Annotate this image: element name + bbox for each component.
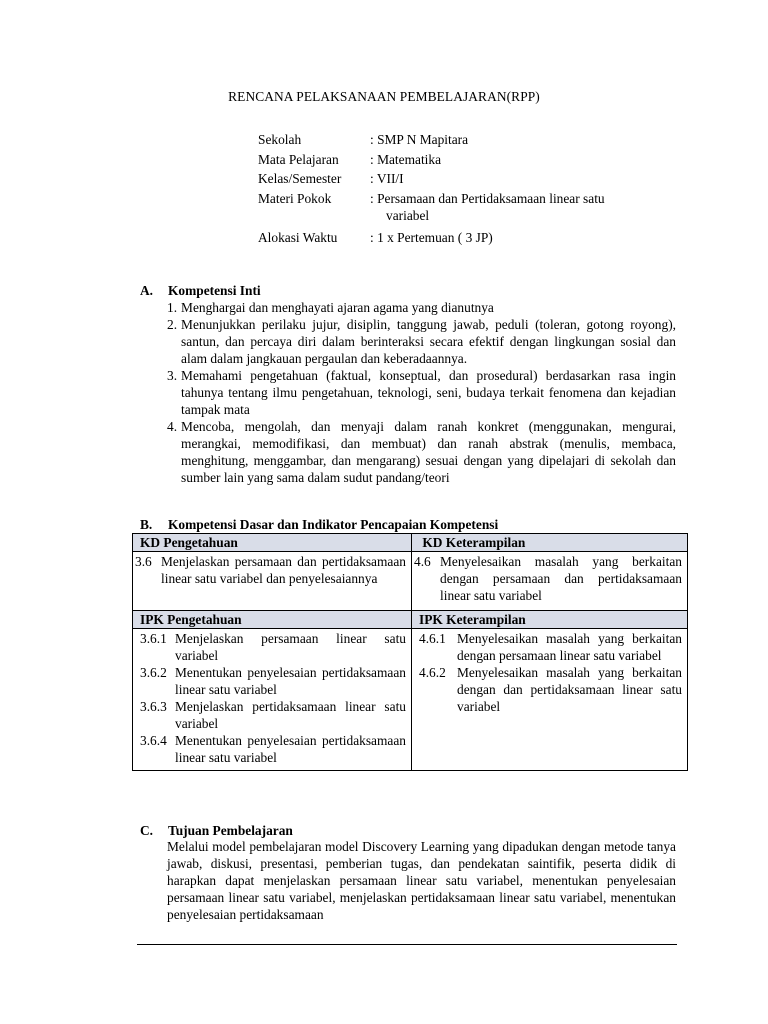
ipk-text: Menyelesaikan masalah yang berkaitan dengan persamaan linear satu variabel bbox=[457, 631, 682, 663]
ipk-text: Menentukan penyelesaian pertidaksamaan linear satu variabel bbox=[175, 733, 406, 765]
meta-key: Materi Pokok bbox=[258, 190, 332, 206]
ipk-number: 3.6.4 bbox=[140, 733, 167, 748]
kompetensi-inti-list bbox=[167, 299, 676, 486]
ipk-number: 4.6.1 bbox=[419, 631, 446, 646]
list-item bbox=[140, 732, 406, 766]
item-number: 3. bbox=[167, 368, 178, 383]
list-item bbox=[140, 630, 406, 664]
ipk-knowledge-header: IPK Pengetahuan bbox=[133, 611, 412, 629]
meta-row-class bbox=[258, 170, 688, 190]
item-text: Menunjukkan perilaku jujur, disiplin, tanggung jawab, peduli (toleran, gotong royong), santun, dan percaya diri dalam berinteraksi secara efektif dengan lingkungan sosial dan alam dalam jangkauan pergaulan dan keberadaannya. bbox=[181, 317, 676, 366]
item-number: 4. bbox=[167, 419, 178, 434]
page-divider bbox=[137, 944, 677, 945]
item-text: Memahami pengetahuan (faktual, konseptual, dan prosedural) berdasarkan rasa ingin tahunya tentang ilmu pengetahuan, teknologi, seni, budaya terkait fenomena dan kejadian tampak mata bbox=[181, 368, 676, 417]
list-item bbox=[167, 367, 676, 418]
meta-row-subject bbox=[258, 151, 688, 171]
kd-text: Menyelesaikan masalah yang berkaitan dengan persamaan dan pertidaksamaan linear satu variabel bbox=[440, 554, 682, 603]
meta-row-topic bbox=[258, 190, 688, 207]
meta-row-school bbox=[258, 131, 688, 151]
item-number: 1. bbox=[167, 300, 178, 315]
meta-value: : Persamaan dan Pertidaksamaan linear satu bbox=[370, 190, 605, 206]
ipk-text: Menyelesaikan masalah yang berkaitan dengan dan pertidaksamaan linear satu variabel bbox=[457, 665, 682, 714]
meta-key bbox=[258, 207, 370, 229]
meta-key: Sekolah bbox=[258, 132, 302, 147]
ipk-skill-header: IPK Keterampilan bbox=[412, 611, 688, 629]
list-item bbox=[167, 299, 676, 316]
list-item bbox=[140, 698, 406, 732]
meta-key: Mata Pelajaran bbox=[258, 151, 339, 167]
list-item bbox=[167, 316, 676, 367]
meta-value: : Matematika bbox=[370, 151, 442, 167]
kd-knowledge-cell bbox=[133, 552, 412, 611]
ipk-text: Menjelaskan pertidaksamaan linear satu variabel bbox=[175, 699, 406, 731]
meta-row-time bbox=[258, 229, 688, 249]
document-title: RENCANA PELAKSANAAN PEMBELAJARAN(RPP) bbox=[228, 89, 540, 104]
meta-value: : SMP N Mapitara bbox=[370, 132, 469, 147]
list-item bbox=[167, 418, 676, 486]
kd-skill-header: KD Keterampilan bbox=[412, 534, 688, 552]
item-number: 2. bbox=[167, 317, 178, 332]
list-item bbox=[419, 630, 682, 664]
section-a-heading bbox=[140, 282, 261, 299]
kd-knowledge-header: KD Pengetahuan bbox=[133, 534, 412, 552]
section-title: Kompetensi Dasar dan Indikator Pencapaian Kompetensi bbox=[168, 517, 499, 532]
ipk-text: Menjelaskan persamaan linear satu variabel bbox=[175, 631, 406, 663]
kd-number: 4.6 bbox=[414, 554, 431, 569]
ipk-number: 3.6.3 bbox=[140, 699, 167, 714]
tujuan-paragraph: Melalui model pembelajaran model Discovery Learning yang dipadukan dengan metode tanya jawab, diskusi, presentasi, pemberian tugas, dan pendekatan saintifik, peserta didik di harapkan dapat menjelaskan persamaan linear satu variabel, menentukan penyelesaian persamaan linear satu variabel, menjelaskan pertidaksamaan linear satu variabel, menentukan penyelesaian pertidaksamaan bbox=[167, 839, 676, 922]
meta-value: variabel bbox=[386, 207, 430, 223]
list-item bbox=[419, 664, 682, 715]
ipk-skill-cell bbox=[412, 629, 688, 771]
ipk-number: 3.6.1 bbox=[140, 631, 167, 646]
meta-key: Kelas/Semester bbox=[258, 171, 342, 187]
kd-text: Menjelaskan persamaan dan pertidaksamaan linear satu variabel dan penyelesaiannya bbox=[161, 554, 406, 586]
list-item bbox=[140, 664, 406, 698]
section-b-heading bbox=[140, 516, 498, 533]
section-letter: B. bbox=[140, 517, 153, 532]
section-letter: C. bbox=[140, 823, 154, 838]
ipk-text: Menentukan penyelesaian pertidaksamaan linear satu variabel bbox=[175, 665, 406, 697]
meta-value: : 1 x Pertemuan ( 3 JP) bbox=[370, 229, 493, 245]
meta-key: Alokasi Waktu bbox=[258, 229, 338, 245]
item-text: Menghargai dan menghayati ajaran agama yang dianutnya bbox=[181, 300, 494, 315]
meta-row-topic-cont bbox=[258, 207, 688, 229]
section-c-heading bbox=[140, 822, 293, 839]
meta-value: : VII/I bbox=[370, 171, 404, 187]
section-title: Kompetensi Inti bbox=[168, 283, 261, 298]
ipk-knowledge-cell bbox=[133, 629, 412, 771]
kd-ipk-table bbox=[132, 533, 688, 771]
section-title: Tujuan Pembelajaran bbox=[168, 823, 293, 838]
kd-number: 3.6 bbox=[135, 554, 152, 569]
ipk-number: 4.6.2 bbox=[419, 665, 446, 680]
kd-skill-cell bbox=[412, 552, 688, 611]
identity-block bbox=[258, 131, 688, 248]
section-letter: A. bbox=[140, 283, 154, 298]
item-text: Mencoba, mengolah, dan menyaji dalam ranah konkret (menggunakan, mengurai, merangkai, memodifikasi, dan membuat) dan ranah abstrak (menulis, membaca, menghitung, menggambar, dan mengarang) sesuai dengan yang dipelajari di sekolah dan sumber lain yang sama dalam sudut pandang/teori bbox=[181, 419, 676, 485]
ipk-number: 3.6.2 bbox=[140, 665, 167, 680]
